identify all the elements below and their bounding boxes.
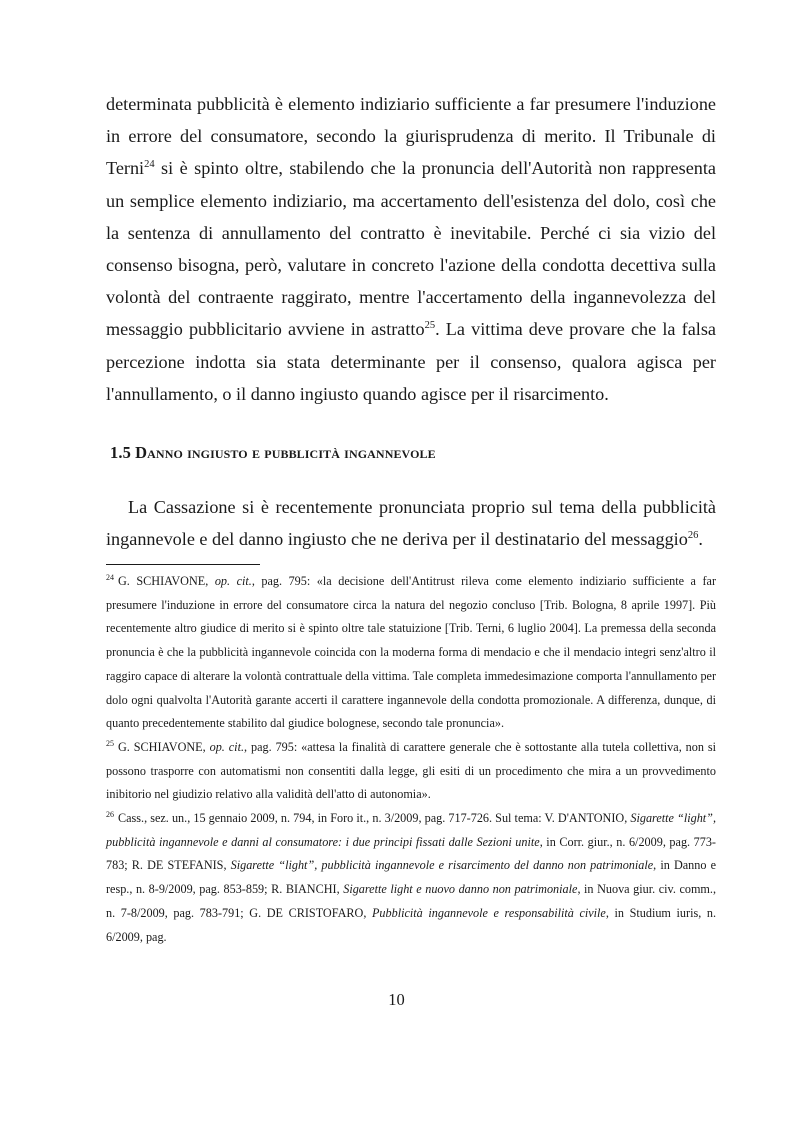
body-paragraph-2: La Cassazione si è recentemente pronunciata proprio sul tema della pubblicità ingannevole e del danno ingiusto che ne deriva per il destinatario del messaggio$^{26}$. [106, 497, 716, 550]
footnote-number: 26 [106, 809, 114, 819]
body-paragraph-1: determinata pubblicità è elemento indiziario sufficiente a far presumere l'induzione in errore del consumatore, secondo la giurisprudenza di merito. Il Tribunale di Terni$^{24}$ si è spinto oltre, stabilendo che la pronuncia dell'Autorità non rappresenta un semplice elemento indiziario, ma accertamento dell'esistenza del dolo, così che la sentenza di annullamento del contratto è inevitabile. Perché ci sia vizio del consenso bisogna, però, valutare in concreto l'azione della condotta decettiva sulla volontà del contraente raggirato, mentre l'accertamento della ingannevolezza del messaggio pubblicitario avviene in astratto$^{25}$. La vittima deve provare che la falsa percezione indotta sia stata determinante per il consenso, qualora agisca per l'annullamento, o il danno ingiusto quando agisce per il risarcimento. [106, 94, 716, 404]
section-heading: 1.5 Danno ingiusto e pubblicità ingannevole [110, 443, 436, 462]
footnote-ref-25[interactable]: 25 [424, 320, 436, 332]
footnotes [106, 570, 716, 949]
footnote-number: 25 [106, 738, 114, 748]
footnote-24: $^{24}$ G. SCHIAVONE, op. cit., pag. 795: «la decisione dell'Antitrust rileva come elemento indiziario sufficiente a far presumere l'induzione in errore del consumatore circa la natura del negozio concluso [Trib. Bologna, 8 aprile 1997]. Più recentemente altro giudice di merito si è spinto oltre tale statuizione [Trib. Terni, 6 luglio 2004]. La premessa della seconda pronuncia è che la pubblicità ingannevole coincida con la moderna forma di mendacio e che il mendacio integri senz'altro il raggiro capace di alterare la volontà contrattuale della vittima. Tale completa immedesimazione comporta l'annullamento per dolo ogni qualvolta l'Autorità garante accerti il carattere ingannevole della condotta promozionale. A differenza, dunque, di quanto precedentemente stabilito dal giudice bolognese, secondo tale pronuncia». [106, 572, 716, 731]
footnote-separator [106, 564, 260, 565]
footnote-26: $^{26}$ Cass., sez. un., 15 gennaio 2009, n. 794, in Foro it., n. 3/2009, pag. 717-726. Sul tema: V. D'ANTONIO, Sigarette “light”, pubblicità ingannevole e danni al consumatore: i due principi fissati dalle Sezioni unite, in Corr. giur., n. 6/2009, pag. 773-783; R. DE STEFANIS, Sigarette “light”, pubblicità ingannevole e risarcimento del danno non patrimoniale, in Danno e resp., n. 8-9/2009, pag. 853-859; R. BIANCHI, Sigarette light e nuovo danno non patrimoniale, in Nuova giur. civ. comm., n. 7-8/2009, pag. 783-791; G. DE CRISTOFARO, Pubblicità ingannevole e responsabilità civile, in Studium iuris, n. 6/2009, pag. [106, 809, 717, 944]
footnote-ref-26[interactable]: 26 [687, 530, 699, 542]
page-number: 10 [388, 990, 405, 1009]
footnote-number: 24 [106, 572, 114, 582]
footnote-ref-24[interactable]: 24 [144, 159, 155, 171]
footnote-25: $^{25}$ G. SCHIAVONE, op. cit., pag. 795: «attesa la finalità di carattere generale che è sottostante alla tutela collettiva, non si possono trasporre con automatismi non consentiti dalla legge, gli esiti di un procedimento che mira a un provvedimento inibitorio nel giudizio relativo alla validità dell'atto di autonomia». [106, 738, 717, 802]
